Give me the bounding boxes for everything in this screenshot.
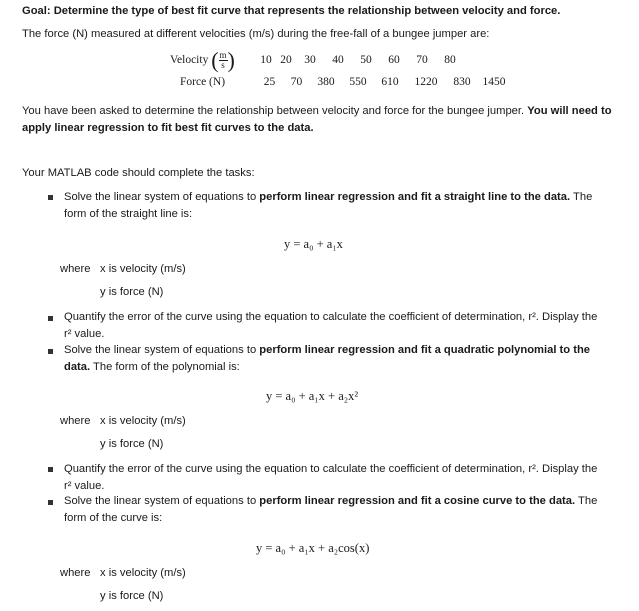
goal-heading: Goal: Determine the type of best fit curve that represents the relationship between velocity and force. xyxy=(22,5,561,17)
data-table xyxy=(170,49,510,93)
task-1-text: Solve the linear system of equations to perform linear regression and fit a straight line to the data. The form of the straight line is: xyxy=(64,191,593,220)
equation-cosine: y = a₀ + a₁x + a₂cos(x) xyxy=(256,541,370,555)
task-5-text: Solve the linear system of equations to perform linear regression and fit a cosine curve to the data. The form of the curve is: xyxy=(64,495,598,524)
where-1-x: x is velocity (m/s) xyxy=(100,263,186,275)
velocity-cell: 50 xyxy=(360,54,372,66)
force-row xyxy=(170,71,510,93)
where-2-x: x is velocity (m/s) xyxy=(100,415,186,427)
bullet-2 xyxy=(48,316,56,324)
assignment-text: You have been asked to determine the relationship between velocity and force for the bungee jumper. You will need to apply linear regression to fit best fit curves to the data. xyxy=(22,105,612,134)
matlab-intro: Your MATLAB code should complete the tasks: xyxy=(22,167,255,179)
where-3-y: y is force (N) xyxy=(100,590,164,602)
force-cell: 550 xyxy=(349,76,367,88)
where-2-y: y is force (N) xyxy=(100,438,164,450)
where-label-1: where xyxy=(60,263,91,275)
task-2-text: Quantify the error of the curve using the equation to calculate the coefficient of determination, r². Display the r² value. xyxy=(64,311,598,340)
velocity-cell: 80 xyxy=(444,54,456,66)
task-3-text: Solve the linear system of equations to perform linear regression and fit a quadratic polynomial to the data. The form of the polynomial is: xyxy=(64,344,590,373)
where-label-3: where xyxy=(60,567,91,579)
velocity-values xyxy=(256,49,510,71)
force-cell: 380 xyxy=(317,76,335,88)
velocity-cell: 20 xyxy=(280,54,292,66)
force-values xyxy=(256,71,510,93)
equation-quadratic: y = a₀ + a₁x + a₂x² xyxy=(266,389,359,403)
force-cell: 25 xyxy=(263,76,276,88)
bullet-5 xyxy=(48,500,56,508)
bullet-4 xyxy=(48,467,56,475)
velocity-cell: 70 xyxy=(416,54,428,66)
velocity-unit: $\frac{m}{s}$ xyxy=(219,49,227,70)
bullet-1 xyxy=(48,195,56,203)
equation-linear: y = a₀ + a₁x xyxy=(284,237,343,251)
task-4-text: Quantify the error of the curve using the equation to calculate the coefficient of determination, r². Display the r² value. xyxy=(64,463,598,492)
velocity-cell: 40 xyxy=(332,54,344,66)
force-label: Force (N) xyxy=(180,76,226,88)
bullet-3 xyxy=(48,349,56,357)
where-1-y: y is force (N) xyxy=(100,286,164,298)
velocity-cell: 60 xyxy=(388,54,400,66)
velocity-cell: 10 xyxy=(260,54,272,66)
velocity-row xyxy=(170,49,510,71)
force-cell: 830 xyxy=(453,76,471,88)
force-cell: 610 xyxy=(381,76,399,88)
where-3-x: x is velocity (m/s) xyxy=(100,567,186,579)
velocity-label: Velocity ( $\frac{m}{s}$ ) xyxy=(170,47,235,72)
force-cell: 1220 xyxy=(414,76,438,88)
force-cell: 1450 xyxy=(482,76,506,88)
force-cell: 70 xyxy=(290,76,303,88)
where-label-2: where xyxy=(60,415,91,427)
velocity-cell: 30 xyxy=(304,54,316,66)
intro-text: The force (N) measured at different velocities (m/s) during the free-fall of a bungee jumper are: xyxy=(22,28,490,40)
